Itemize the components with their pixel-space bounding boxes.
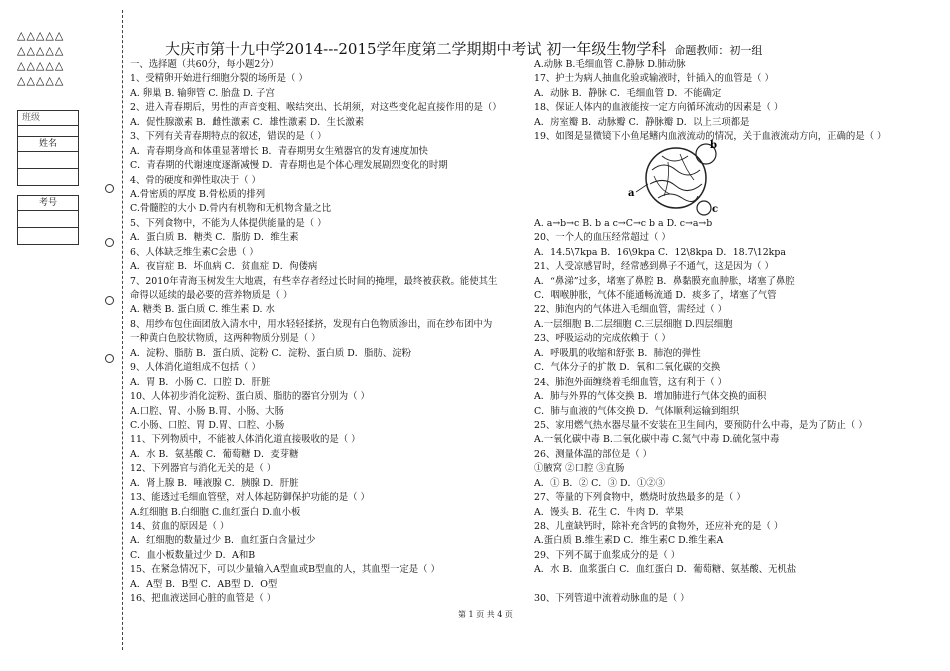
question-line: A. 卵巢 B. 输卵管 C. 胎盘 D. 子宫 [130,87,275,99]
blood-flow-diagram [624,140,720,216]
name-label: 姓名 [18,136,78,151]
question-line: 6、人体缺乏维生素C会患（ ） [130,246,259,258]
question-line: A．肺与外界的气体交换 B．增加肺进行气体交换的面积 [534,391,767,403]
question-line: 12、下列器官与消化无关的是（ ） [130,463,277,475]
question-line: A.一氧化碳中毒 B.二氧化碳中毒 C.氮气中毒 D.硫化氢中毒 [534,434,780,446]
question-line: 14、贫血的原因是（ ） [130,521,230,532]
exam-number-field-2[interactable] [18,227,78,244]
binding-hole [105,296,114,305]
triangle-row: △△△△△ [17,59,65,72]
question-line [534,578,886,592]
question-line: 10、人体初步消化淀粉、蛋白质、脂肪的器官分别为（ ） [130,391,370,403]
exam-number-label: 考号 [38,198,57,208]
question-line: A．A型 B．B型 C．AB型 D．O型 [130,578,278,590]
question-line: 24、肺泡外面缠绕着毛细血管，这有利于（ ） [534,376,728,388]
diagram-label-c: c [712,204,719,215]
question-line: A．肾上腺 B．唾液腺 C．胰腺 D．肝脏 [130,477,299,489]
question-line: 7、2010年青海玉树发生大地震，有些幸存者经过长时间的掩埋，最终被获救。能使其生 [130,275,498,287]
question-line: 1、受精卵开始进行细胞分裂的场所是（ ） [130,73,308,85]
question-line: 15、在紧急情况下，可以少量输入A型血或B型血的人，其血型一定是（ ） [130,564,440,576]
binding-line [122,10,123,650]
question-line: C．血小板数量过少 D．A和B [130,549,256,561]
class-name-box [17,110,79,186]
question-line: A．淀粉、脂肪 B．蛋白质、淀粉 C．淀粉、蛋白质 D．脂肪、淀粉 [130,347,412,359]
question-line: 20、一个人的血压经常超过（ ） [534,232,671,244]
question-line: 23、呼吸运动的完成依赖于（ ） [534,333,671,345]
question-line: A．呼吸肌的收缩和舒张 B．肺泡的弹性 [534,347,701,359]
question-line: A.一层细胞 B.二层细胞 C.三层细胞 D.四层细胞 [534,318,733,330]
teacher-label: 命题教师：初一组 [674,44,763,57]
question-line: 一种黄白色胶状物质，这两种物质分别是（ ） [130,333,321,345]
question-line: 11、下列物质中，不能被人体消化道直接吸收的是（ ） [130,434,361,446]
question-line: A.动脉 B.毛细血管 C.静脉 D.肺动脉 [534,59,686,70]
question-line: A．青春期身高和体重显著增长 B．青春期男女生殖器官的发育速度加快 [130,145,428,157]
question-line: A．动脉 B．静脉 C．毛细血管 D．不能确定 [534,87,722,99]
question-line: A．胃 B．小肠 C．口腔 D．肝脏 [130,376,271,388]
exam-title: 大庆市第十九中学2014---2015学年度第二学期期中考试 初一年级生物学科 [165,40,667,58]
question-line: 29、下列不属于血浆成分的是（ ） [534,549,681,561]
exam-number-box [17,195,79,245]
question-line: A．夜盲症 B．坏血病 C．贫血症 D．佝偻病 [130,261,318,273]
question-line: 4、骨的硬度和弹性取决于（ ） [130,174,261,186]
question-line: 5、下列食物中，不能为人体提供能量的是（ ） [130,217,327,229]
left-column [130,58,502,607]
question-line: A．① B．② C．③ D．①②③ [534,477,666,489]
question-line: A．14.5\7kpa B．16\9kpa C．12\8kpa D．18.7\12kpa [534,246,786,258]
question-line: 27、等量的下列食物中，燃烧时放热最多的是（ ） [534,492,746,504]
question-line: 8、用纱布包住面团放入清水中，用水轻轻揉挤，发现有白色物质渗出，而在纱布团中为 [130,318,493,330]
diagram-label-b: b [710,140,717,151]
question-line: 26、测量体温的部位是（ ） [534,448,653,460]
question-line: C.小肠、口腔、胃 D.胃、口腔、小肠 [130,419,285,431]
question-line: C．青春期的代谢速度逐渐减慢 D．青春期也是个体心理发展剧烈变化的时期 [130,160,448,172]
name-field-2[interactable] [18,168,78,185]
exam-number-field[interactable] [18,210,78,227]
question-line: C.骨髓腔的大小 D.骨内有机物和无机物含量之比 [130,203,332,215]
question-line: 25、家用燃气热水器尽量不安装在卫生间内，要预防什么中毒，是为了防止（ ） [534,419,868,431]
question-line: 21、人受凉感冒时，经常感到鼻子不通气，这是因为（ ） [534,261,774,273]
page-footer: 第 1 页 共 4 页 [458,610,513,619]
binding-hole [105,238,114,247]
question-line: A．“鼻涕”过多，堵塞了鼻腔 B．鼻黏膜充血肿胀，堵塞了鼻腔 [534,275,795,287]
class-label: 班级 [22,113,41,123]
question-line: A．红细胞的数量过少 B．血红蛋白含量过少 [130,535,316,547]
question-line: C．咽喉肿胀，气体不能通畅流通 D．痰多了，堵塞了气管 [534,290,777,301]
question-line: A．促性腺激素 B．雌性激素 C．雄性激素 D．生长激素 [130,116,365,128]
question-line: 16、把血液送回心脏的血管是（ ） [130,593,277,605]
question-line: A.红细胞 B.白细胞 C.血红蛋白 D.血小板 [130,506,301,518]
binding-hole [105,184,114,193]
question-line: 一、选择题（共60分，每小题2分） [130,59,280,70]
question-line: A．水 B．血浆蛋白 C．血红蛋白 D．葡萄糖、氨基酸、无机盐 [534,564,797,576]
question-line: C．肺与血液的气体交换 D．气体顺利运输到组织 [534,405,740,417]
diagram-label-a: a [628,188,635,199]
question-line: A．房室瓣 B．动脉瓣 C．静脉瓣 D．以上三项都是 [534,116,750,128]
question-line: 13、能透过毛细血管壁，对人体起防御保护功能的是（ ） [130,492,370,504]
q19-options: A. a→b→c B. b a c→C→c b a D. c→a→b [534,218,713,229]
page-title [165,38,762,59]
question-line: 28、儿童缺钙时，除补充含钙的食物外，还应补充的是（ ） [534,521,784,532]
question-line: 9、人体消化道组成不包括（ ） [130,362,261,374]
question-line: A. 糖类 B. 蛋白质 C. 维生素 D. 水 [130,304,275,316]
question-line: A．馒头 B．花生 C．牛肉 D．苹果 [534,506,684,518]
question-line: 30、下列管道中流着动脉血的是（ ） [534,593,690,605]
question-line: C．气体分子的扩散 D．氧和二氧化碳的交换 [534,362,721,374]
question-line: 19、如图是显微镜下小鱼尾鳍内血液流动的情况，关于血液流动方向，正确的是（ ） [534,131,887,143]
question-line: A.骨密质的厚度 B.骨松质的排列 [130,188,266,200]
question-line: 22、肺泡内的气体进入毛细血管，需经过（ ） [534,304,728,316]
question-line: ①腋窝 ②口腔 ③直肠 [534,463,625,475]
question-line: 3、下列有关青春期特点的叙述，错误的是（ ） [130,131,327,143]
triangle-row: △△△△△ [17,29,65,42]
question-line: 命得以延续的最必要的营养物质是（ ） [130,290,293,301]
question-line: A．水 B．氨基酸 C．葡萄糖 D．麦芽糖 [130,448,299,460]
question-line: 17、护士为病人抽血化验或输液时，针插入的血管是（ ） [534,73,774,85]
question-line: 18、保证人体内的血液能按一定方向循环流动的因素是（ ） [534,102,784,114]
question-line: A.口腔、胃、小肠 B.胃、小肠、大肠 [130,405,284,417]
name-field[interactable] [18,151,78,168]
triangle-row: △△△△△ [17,74,65,87]
class-field[interactable] [18,125,78,136]
triangle-row: △△△△△ [17,44,65,57]
question-line: 2、进入青春期后，男性的声音变粗、喉结突出、长胡须，对这些变化起直接作用的是（） [130,102,502,114]
question-line: A.蛋白质 B.维生素D C．维生素C D.维生素A [534,535,724,547]
question-line: A．蛋白质 B．糖类 C．脂肪 D．维生素 [130,232,299,244]
binding-hole [105,354,114,363]
